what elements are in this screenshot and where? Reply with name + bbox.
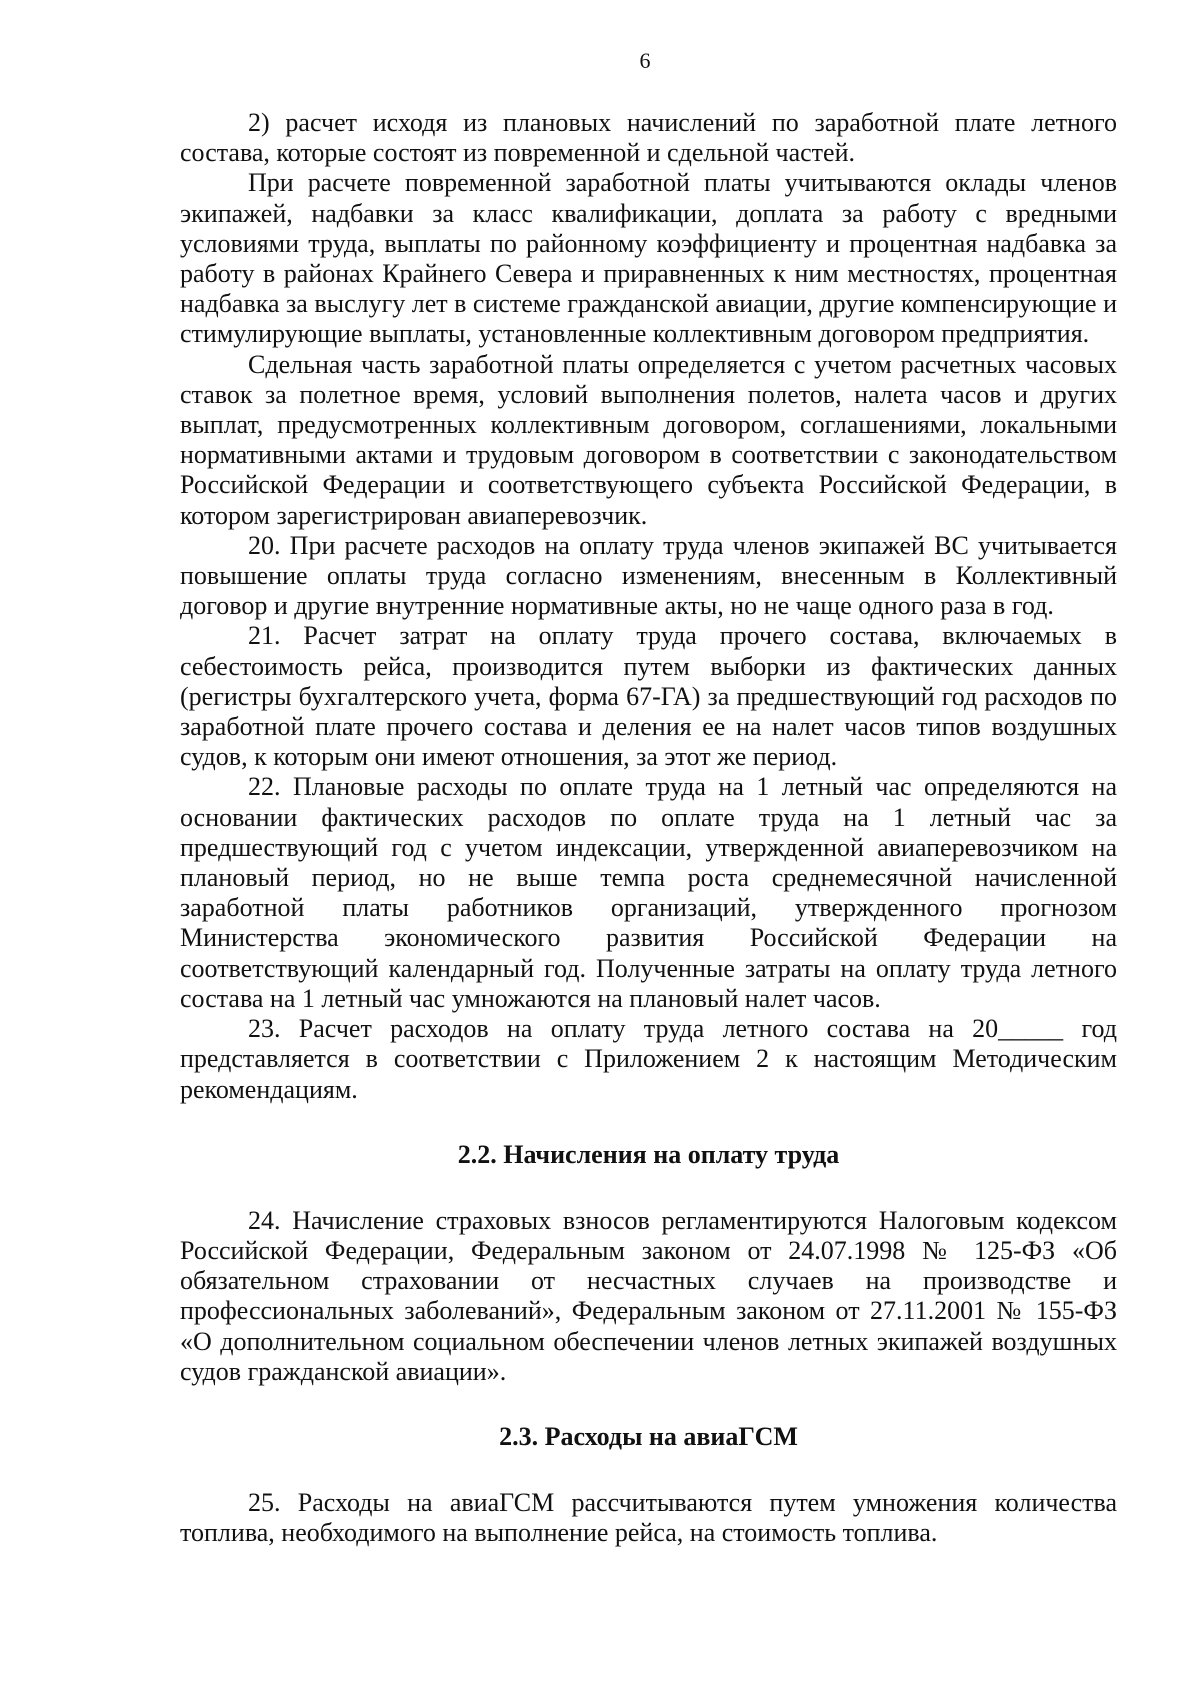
paragraph-piece-wage: Сдельная часть заработной платы определяется с учетом расчетных часовых ставок за полетное время, условий выполнения полетов, налета часов и других выплат, предусмотренных коллективным договором, соглашениями, локальными нормативными актами и трудовым договором в соответствии с законодательством Российской Федерации и соответствующего субъекта Российской Федерации, в котором зарегистрирован авиаперевозчик. bbox=[180, 349, 1117, 530]
paragraph-25: 25. Расходы на авиаГСМ рассчитываются путем умножения количества топлива, необходимого на выполнение рейса, на стоимость топлива. bbox=[180, 1487, 1117, 1548]
paragraph-20: 20. При расчете расходов на оплату труда членов экипажей ВС учитывается повышение оплаты труда согласно изменениям, внесенным в Коллективный договор и другие внутренние нормативные акты, но не чаще одного раза в год. bbox=[180, 530, 1117, 621]
section-heading-2-2: 2.2. Начисления на оплату труда bbox=[457, 1139, 840, 1169]
paragraph-24: 24. Начисление страховых взносов регламентируются Налоговым кодексом Российской Федерации, Федеральным законом от 24.07.1998 № 125-ФЗ «Об обязательном страховании от несчастных случаев на производстве и профессиональных заболеваний», Федеральным законом от 27.11.2001 № 155-ФЗ «О дополнительном социальном обеспечении членов летных экипажей воздушных судов гражданской авиации». bbox=[180, 1205, 1117, 1386]
page-number: 6 bbox=[639, 48, 651, 73]
section-heading-2-3: 2.3. Расходы на авиаГСМ bbox=[499, 1421, 798, 1451]
paragraph-21: 21. Расчет затрат на оплату труда прочего состава, включаемых в себестоимость рейса, производится путем выборки из фактических данных (регистры бухгалтерского учета, форма 67-ГА) за предшествующий год расходов по заработной плате прочего состава и деления ее на налет часов типов воздушных судов, к которым они имеют отношения, за этот же период. bbox=[180, 621, 1117, 772]
spacer bbox=[180, 1170, 1117, 1206]
paragraph-23: 23. Расчет расходов на оплату труда летного состава на 20_____ год представляется в соответствии с Приложением 2 к настоящим Методическим рекомендациям. bbox=[180, 1014, 1117, 1104]
document-body bbox=[180, 108, 1117, 1548]
paragraph-hourly-wage: При расчете повременной заработной платы учитываются оклады членов экипажей, надбавки за класс квалификации, доплата за работу с вредными условиями труда, выплаты по районному коэффициенту и процентная надбавка за работу в районах Крайнего Севера и приравненных к ним местностях, процентная надбавка за выслугу лет в системе гражданской авиации, другие компенсирующие и стимулирующие выплаты, установленные коллективным договором предприятия. bbox=[180, 168, 1117, 349]
spacer bbox=[180, 1452, 1117, 1488]
spacer bbox=[180, 1387, 1117, 1422]
paragraph-22: 22. Плановые расходы по оплате труда на 1 летный час определяются на основании фактических расходов по оплате труда на 1 летный час за предшествующий год с учетом индексации, утвержденной авиаперевозчиком на плановый период, но не выше темпа роста среднемесячной начисленной заработной платы работников организаций, утвержденного прогнозом Министерства экономического развития Российской Федерации на соответствующий календарный год. Полученные затраты на оплату труда летного состава на 1 летный час умножаются на плановый налет часов. bbox=[180, 772, 1117, 1013]
paragraph-item-2: 2) расчет исходя из плановых начислений по заработной плате летного состава, которые состоят из повременной и сдельной частей. bbox=[180, 108, 1117, 168]
spacer bbox=[180, 1105, 1117, 1140]
